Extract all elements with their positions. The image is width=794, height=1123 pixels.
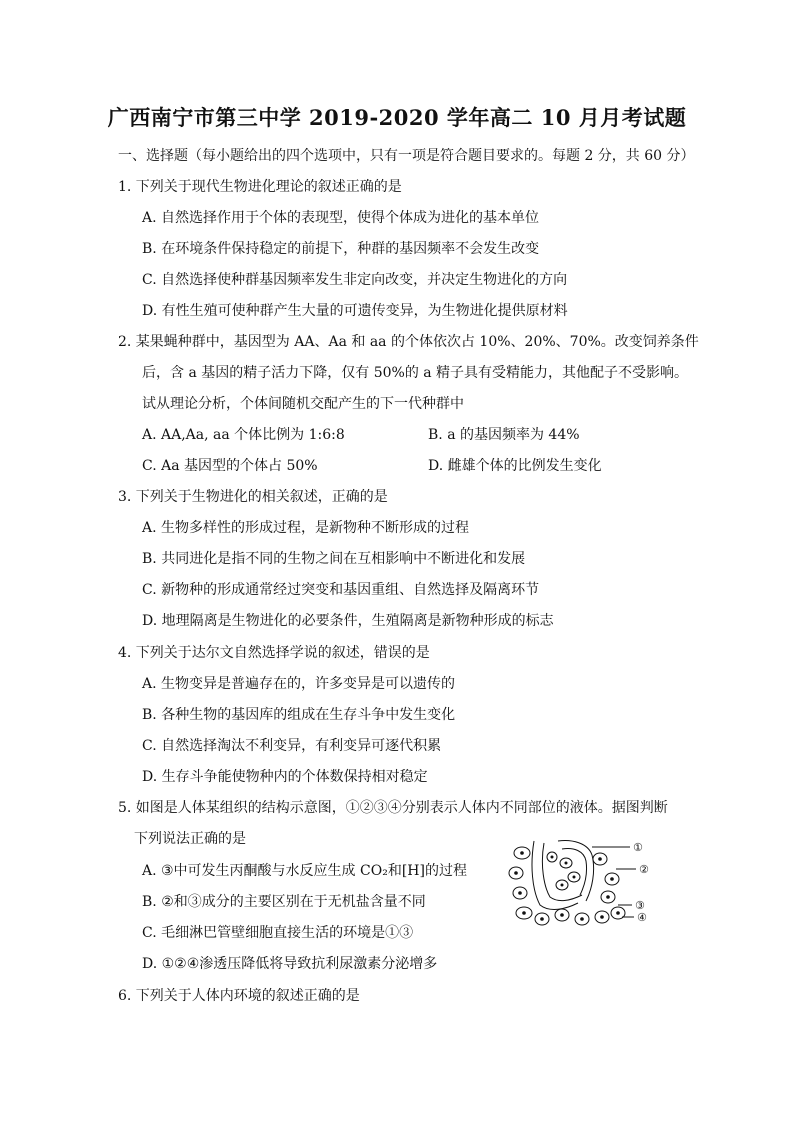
question-3-option-c: C. 新物种的形成通常经过突变和基因重组、自然选择及隔离环节 bbox=[142, 582, 540, 598]
question-2-stem-line-3: 试从理论分析，个体间随机交配产生的下一代种群中 bbox=[142, 396, 464, 412]
question-2-option-a: A. AA,Aa, aa 个体比例为 1:6:8 bbox=[142, 427, 345, 443]
question-5-stem-line-2: 下列说法正确的是 bbox=[134, 831, 246, 847]
tissue-diagram bbox=[500, 835, 660, 930]
diagram-label-2: ② bbox=[639, 863, 649, 876]
question-2-option-d: D. 雌雄个体的比例发生变化 bbox=[428, 458, 602, 474]
question-2-option-b: B. a 的基因频率为 44% bbox=[428, 427, 580, 443]
diagram-label-3: ③ bbox=[635, 899, 645, 912]
question-2-option-c: C. Aa 基因型的个体占 50% bbox=[142, 458, 318, 474]
question-1-stem: 1. 下列关于现代生物进化理论的叙述正确的是 bbox=[118, 179, 402, 195]
question-1-option-c: C. 自然选择使种群基因频率发生非定向改变，并决定生物进化的方向 bbox=[142, 272, 568, 288]
question-2-stem-line-2: 后，含 a 基因的精子活力下降，仅有 50%的 a 精子具有受精能力，其他配子不受影响。 bbox=[142, 365, 689, 381]
question-1-option-a: A. 自然选择作用于个体的表现型，使得个体成为进化的基本单位 bbox=[142, 210, 540, 226]
question-4-option-c: C. 自然选择淘汰不利变异，有利变异可逐代积累 bbox=[142, 738, 442, 754]
question-5-option-b: B. ②和③成分的主要区别在于无机盐含量不同 bbox=[142, 894, 426, 910]
section-header: 一、选择题（每小题给出的四个选项中，只有一项是符合题目要求的。每题 2 分，共 60 分） bbox=[118, 148, 695, 164]
question-1-option-b: B. 在环境条件保持稳定的前提下，种群的基因频率不会发生改变 bbox=[142, 241, 540, 257]
question-3-option-d: D. 地理隔离是生物进化的必要条件，生殖隔离是新物种形成的标志 bbox=[142, 613, 554, 629]
question-3-option-a: A. 生物多样性的形成过程，是新物种不断形成的过程 bbox=[142, 520, 470, 536]
question-5-stem-line-1: 5. 如图是人体某组织的结构示意图，①②③④分别表示人体内不同部位的液体。据图判断 bbox=[118, 800, 668, 816]
question-5-option-d: D. ①②④渗透压降低将导致抗利尿激素分泌增多 bbox=[142, 956, 438, 972]
diagram-label-1: ① bbox=[633, 841, 643, 854]
question-3-stem: 3. 下列关于生物进化的相关叙述，正确的是 bbox=[118, 489, 388, 505]
question-4-option-b: B. 各种生物的基因库的组成在生存斗争中发生变化 bbox=[142, 707, 456, 723]
question-5-option-a: A. ③中可发生丙酮酸与水反应生成 CO₂和[H]的过程 bbox=[142, 863, 467, 879]
diagram-label-4: ④ bbox=[637, 911, 647, 924]
question-4-option-a: A. 生物变异是普遍存在的，许多变异是可以遗传的 bbox=[142, 676, 456, 692]
question-6-stem: 6. 下列关于人体内环境的叙述正确的是 bbox=[118, 988, 360, 1004]
question-3-option-b: B. 共同进化是指不同的生物之间在互相影响中不断进化和发展 bbox=[142, 551, 526, 567]
question-4-stem: 4. 下列关于达尔文自然选择学说的叙述，错误的是 bbox=[118, 645, 430, 661]
exam-title: 广西南宁市第三中学 2019-2020 学年高二 10 月月考试题 bbox=[107, 105, 687, 130]
question-4-option-d: D. 生存斗争能使物种内的个体数保持相对稳定 bbox=[142, 769, 428, 785]
question-5-option-c: C. 毛细淋巴管壁细胞直接生活的环境是①③ bbox=[142, 925, 414, 941]
question-2-stem-line-1: 2. 某果蝇种群中，基因型为 AA、Aa 和 aa 的个体依次占 10%、20%、70%。改变饲养条件 bbox=[118, 334, 699, 350]
question-1-option-d: D. 有性生殖可使种群产生大量的可遗传变异，为生物进化提供原材料 bbox=[142, 303, 568, 319]
